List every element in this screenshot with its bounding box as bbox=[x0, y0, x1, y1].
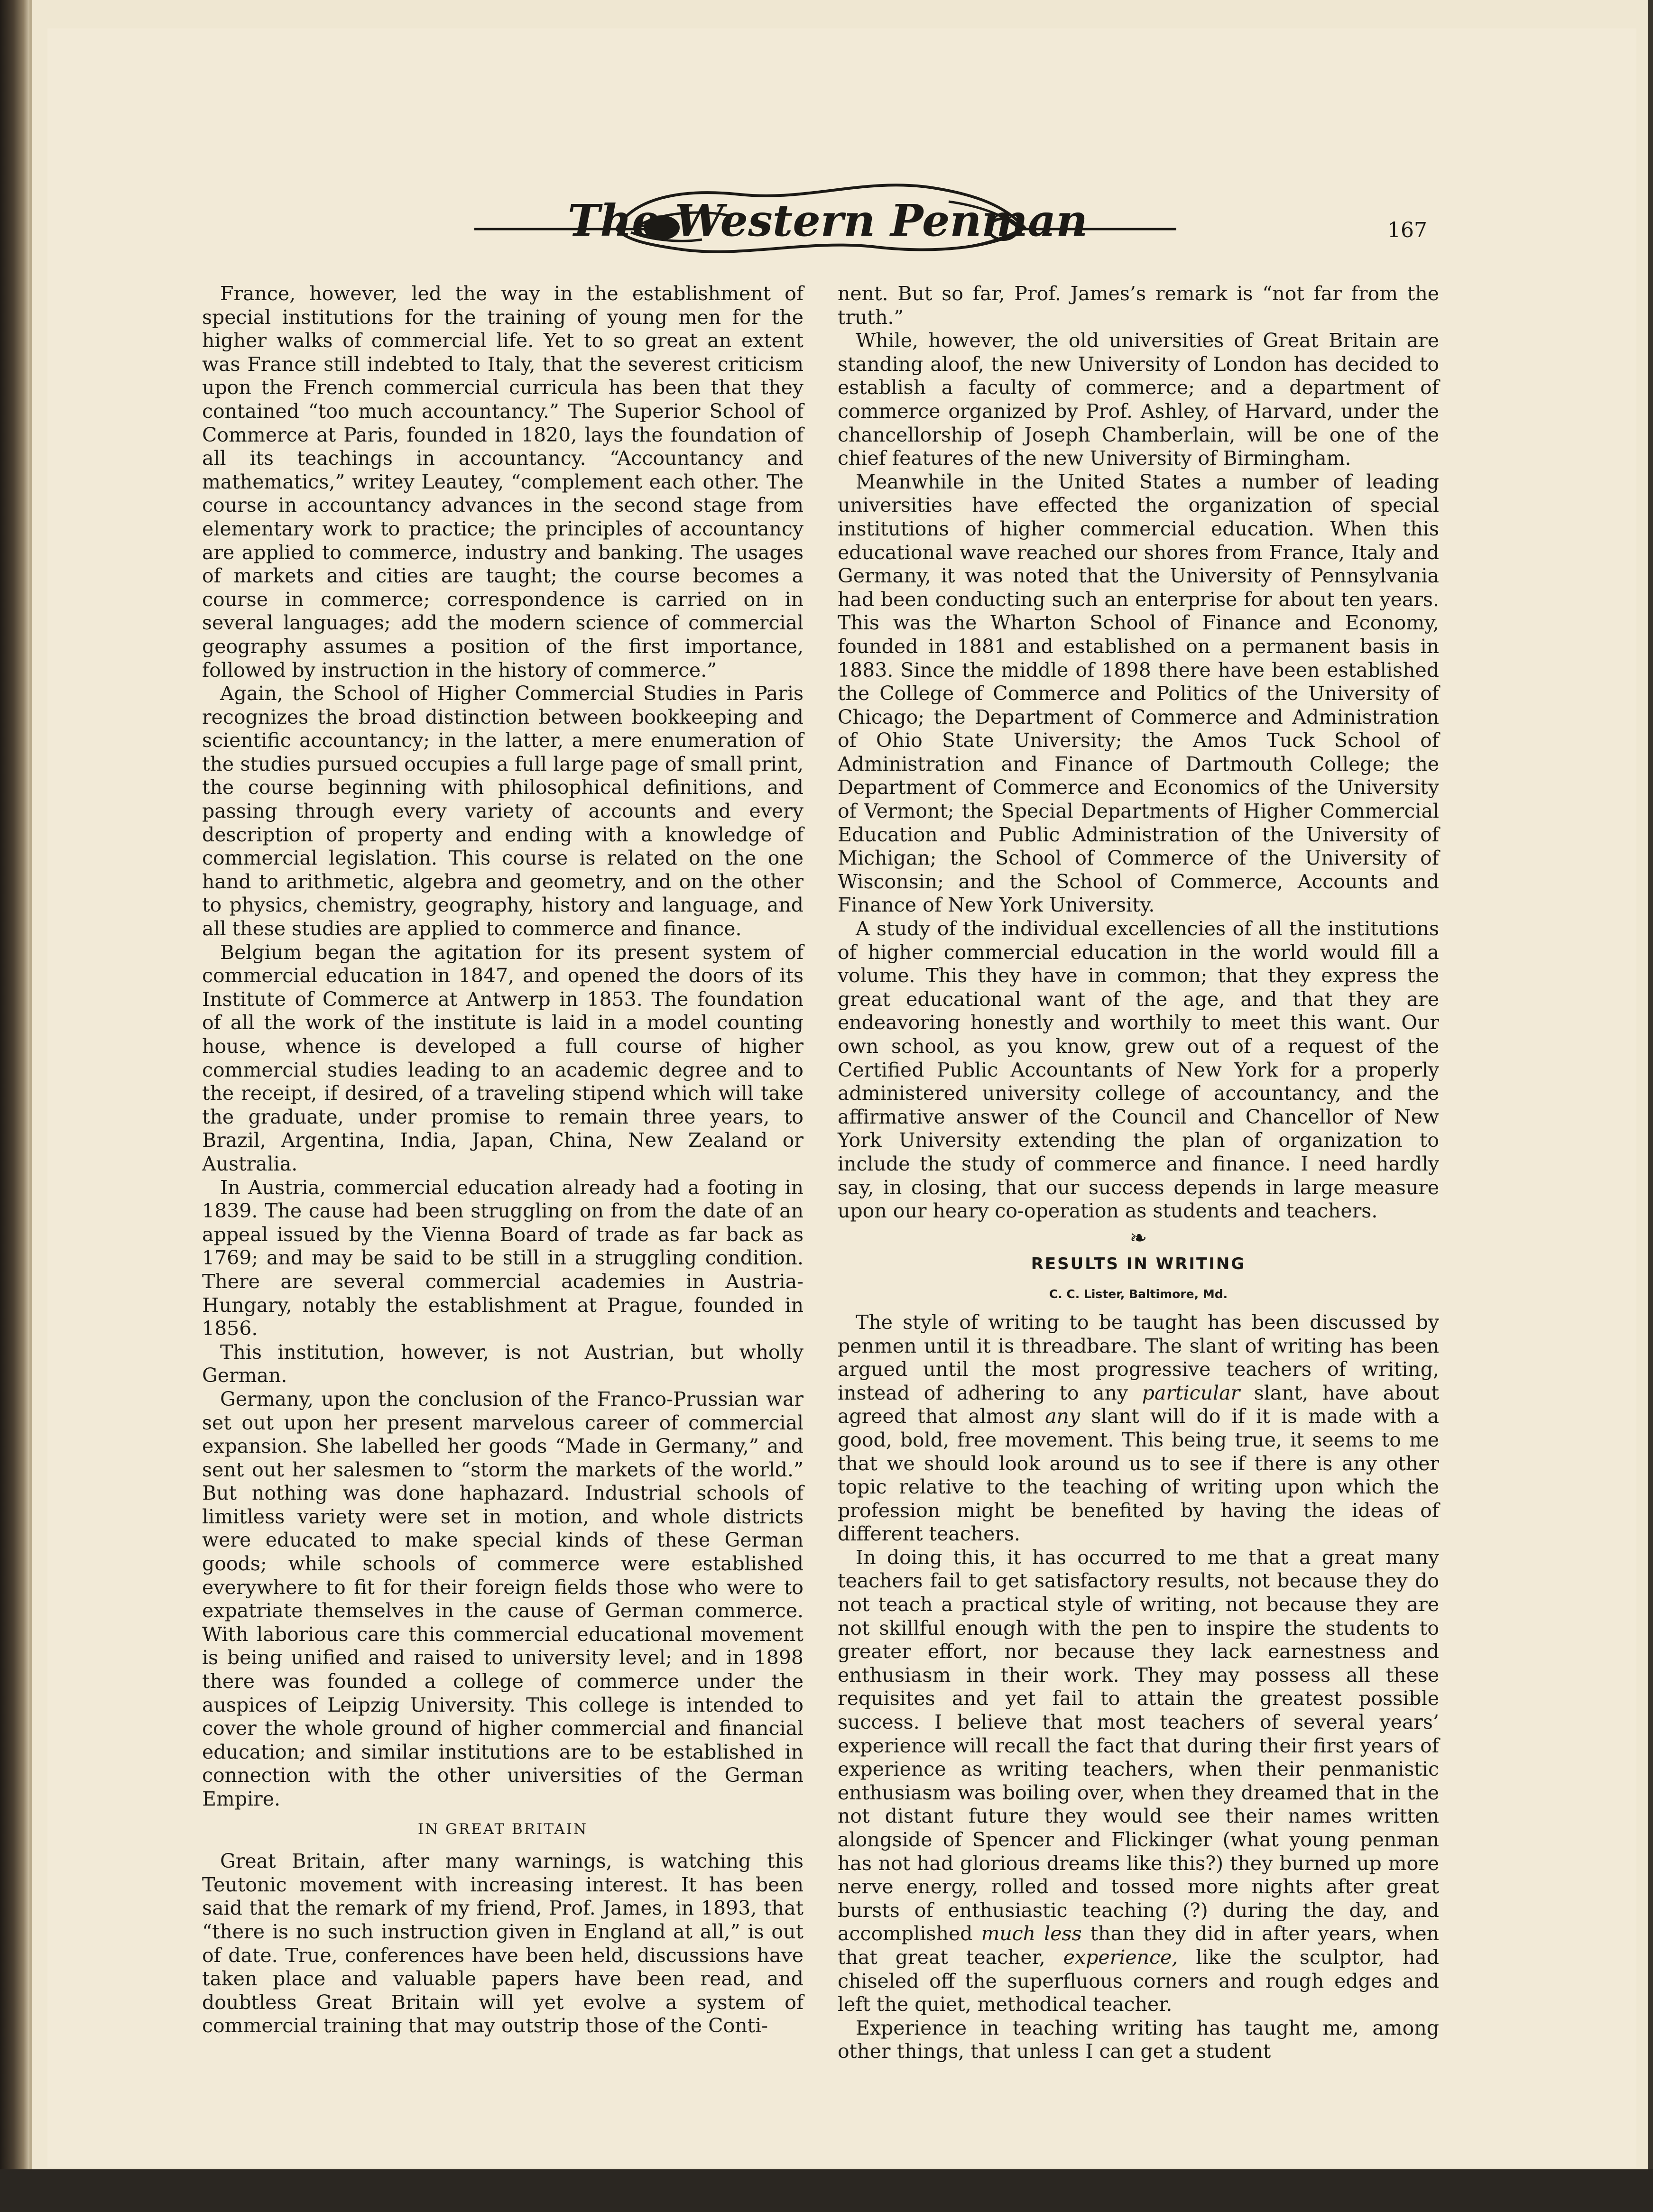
scan-frame-right bbox=[1648, 0, 1653, 2212]
italic-emphasis: experience, bbox=[1063, 1945, 1178, 1969]
masthead-title: The Western Penman bbox=[567, 195, 1088, 246]
article-paragraph: Experience in teaching writing has taught me, among other things, that unless I can get a student bbox=[838, 2016, 1439, 2063]
article-paragraph bbox=[838, 1546, 1439, 2017]
paragraph: This institution, however, is not Austrian, but wholly German. bbox=[202, 1340, 803, 1387]
paragraph: A study of the individual excellencies of all the institutions of higher commercial education in the world would fill a volume. This they have in common; that they express the great educational want of the age, and that they are endeavoring honestly and worthily to meet this want. Our own school, as you know, grew out of a request of the Certified Public Accountants of New York for a properly administered university college of accountancy, and the affirmative answer of the Council and Chancellor of New York University extending the plan of organization to include the study of commerce and finance. I need hardly say, in closing, that our success depends in large measure upon our heary co-operation as students and teachers. bbox=[838, 917, 1439, 1223]
text-run: slant will do if it is made with a good, bold, free movement. This being true, it seems to me that we should look around us to see if there is any other topic relative to the teaching of writing upon which the profession might be benefited by having the ideas of different teachers. bbox=[838, 1405, 1439, 1546]
text-run: than they did in after years, when that great teacher, bbox=[838, 1922, 1439, 1969]
masthead-logo bbox=[474, 168, 1176, 263]
article-byline: C. C. Lister, Baltimore, Md. bbox=[1049, 1287, 1228, 1301]
italic-emphasis: particular bbox=[1142, 1381, 1240, 1404]
paragraph: France, however, led the way in the establishment of special institutions for the training of young men for the higher walks of commercial life. Yet to so great an extent was France still indebted to Italy, that the severest criticism upon the French commercial curricula has been that they contained “too much accountancy.” The Superior School of Commerce at Paris, founded in 1820, lays the foundation of all its teachings in accountancy. “Accountancy and mathematics,” writey Leautey, “complement each other. The course in accountancy advances in the second stage from elementary work to practice; the principles of accountancy are applied to commerce, industry and banking. The usages of markets and cities are taught; the course becomes a course in commerce; correspondence is carried on in several languages; add the modern science of commercial geography assumes a position of the first importance, followed by instruction in the history of commerce.” bbox=[202, 282, 803, 682]
section-ornament: ❧ bbox=[1129, 1226, 1147, 1250]
paragraph: Belgium began the agitation for its present system of commercial education in 1847, and opened the doors of its Institute of Commerce at Antwerp in 1853. The foundation of all the work of the institute is laid in a model counting house, whence is developed a full course of higher commercial studies leading to an academic degree and to the receipt, if desired, of a traveling stipend which will take the graduate, under promise to remain three years, to Brazil, Argentina, India, Japan, China, New Zealand or Australia. bbox=[202, 940, 803, 1175]
continued-paragraph: nent. But so far, Prof. James’s remark is “not far from the truth.” bbox=[838, 282, 1439, 329]
left-column bbox=[202, 282, 803, 2038]
paragraph: While, however, the old universities of Great Britain are standing aloof, the new University of London has decided to establish a faculty of commerce; and a department of commerce organized by Prof. Ashley, of Harvard, under the chancellorship of Joseph Chamberlain, will be one of the chief features of the new University of Birmingham. bbox=[838, 329, 1439, 470]
text-run: slant, have about agreed that almost bbox=[838, 1381, 1439, 1428]
paragraph: Again, the School of Higher Commercial Studies in Paris recognizes the broad distinction between bookkeeping and scientific accountancy; in the latter, a mere enumeration of the studies pursued occupies a full large page of small print, the course beginning with philosophical definitions, and passing through every variety of accounts and every description of property and ending with a knowledge of commercial legislation. This course is related on the one hand to arithmetic, algebra and geometry, and on the other to physics, chemistry, geography, history and language, and all these studies are applied to commerce and finance. bbox=[202, 682, 803, 940]
italic-emphasis: any bbox=[1045, 1405, 1080, 1428]
page-number: 167 bbox=[1387, 218, 1427, 242]
section-subhead: IN GREAT BRITAIN bbox=[417, 1820, 588, 1838]
paragraph: Meanwhile in the United States a number of leading universities have effected the organization of special institutions of higher commercial education. When this educational wave reached our shores from France, Italy and Germany, it was noted that the University of Pennsylvania had been conducting such an enterprise for about ten years. This was the Wharton School of Finance and Economy, founded in 1881 and established on a permanent basis in 1883. Since the middle of 1898 there have been established the College of Commerce and Politics of the University of Chicago; the Department of Commerce and Administration of Ohio State University; the Amos Tuck School of Administration and Finance of Dartmouth College; the Department of Commerce and Economics of the University of Vermont; the Special Departments of Higher Commercial Education and Public Administration of the University of Michigan; the School of Commerce of the University of Wisconsin; and the School of Commerce, Accounts and Finance of New York University. bbox=[838, 470, 1439, 917]
paragraph: In Austria, commercial education already had a footing in 1839. The cause had been struggling on from the date of an appeal issued by the Vienna Board of trade as far back as 1769; and may be said to be still in a struggling condition. There are several commercial academies in Austria-Hungary, notably the establishment at Prague, founded in 1856. bbox=[202, 1176, 803, 1340]
paragraph: Great Britain, after many warnings, is watching this Teutonic movement with increasing interest. It has been said that the remark of my friend, Prof. James, in 1893, that “there is no such instruction given in England at all,” is out of date. True, conferences have been held, discussions have taken place and valuable papers have been read, and doubtless Great Britain will yet evolve a system of commercial training that may outstrip those of the Conti- bbox=[202, 1850, 803, 2037]
paragraph: Germany, upon the conclusion of the Franco-Prussian war set out upon her present marvelous career of commercial expansion. She labelled her goods “Made in Germany,” and sent out her salesmen to “storm the markets of the world.” But nothing was done haphazard. Industrial schools of limitless variety were set in motion, and whole districts were educated to make special kinds of these German goods; while schools of commerce were established everywhere to fit for their foreign fields those who were to expatriate themselves in the cause of German commerce. With laborious care this commercial educational movement is being unified and raised to university level; and in 1898 there was founded a college of commerce under the auspices of Leipzig University. This college is intended to cover the whole ground of higher commercial and financial education; and similar institutions are to be established in connection with the other universities of the German Empire. bbox=[202, 1387, 803, 1810]
book-binding-edge bbox=[0, 0, 29, 2212]
italic-emphasis: much less bbox=[981, 1922, 1082, 1945]
article-paragraph bbox=[838, 1311, 1439, 1546]
right-column bbox=[838, 282, 1439, 2064]
scan-frame-bottom bbox=[0, 2169, 1653, 2212]
text-run: like the sculptor, had chiseled off the superfluous corners and rough edges and left the quiet, methodical teacher. bbox=[838, 1945, 1439, 2016]
article-title: RESULTS IN WRITING bbox=[1031, 1254, 1246, 1273]
text-run: The style of writing to be taught has been discussed by penmen until it is threadbare. The slant of writing has been argued until the most progressive teachers of writing, instead of adhering to any bbox=[838, 1310, 1439, 1404]
masthead-logo-art bbox=[474, 168, 1176, 263]
text-run: In doing this, it has occurred to me that a great many teachers fail to get satisfactory results, not because they do not teach a practical style of writing, not because they are not skillful enough with the pen to inspire the students to greater effort, nor because they lack earnestness and enthusiasm in their work. They may possess all these requisites and yet fail to attain the greatest possible success. I believe that most teachers of several years’ experience will recall the fact that during their first years of experience as writing teachers, when their penmanistic enthusiasm was boiling over, when they dreamed that in the not distant future they would see their names written alongside of Spencer and Flickinger (what young penman has not had glorious dreams like this?) they burned up more nerve energy, rolled and tossed more nights after great bursts of enthusiastic teaching (?) during the day, and accomplished bbox=[838, 1546, 1439, 1945]
page-gutter bbox=[29, 0, 32, 2212]
